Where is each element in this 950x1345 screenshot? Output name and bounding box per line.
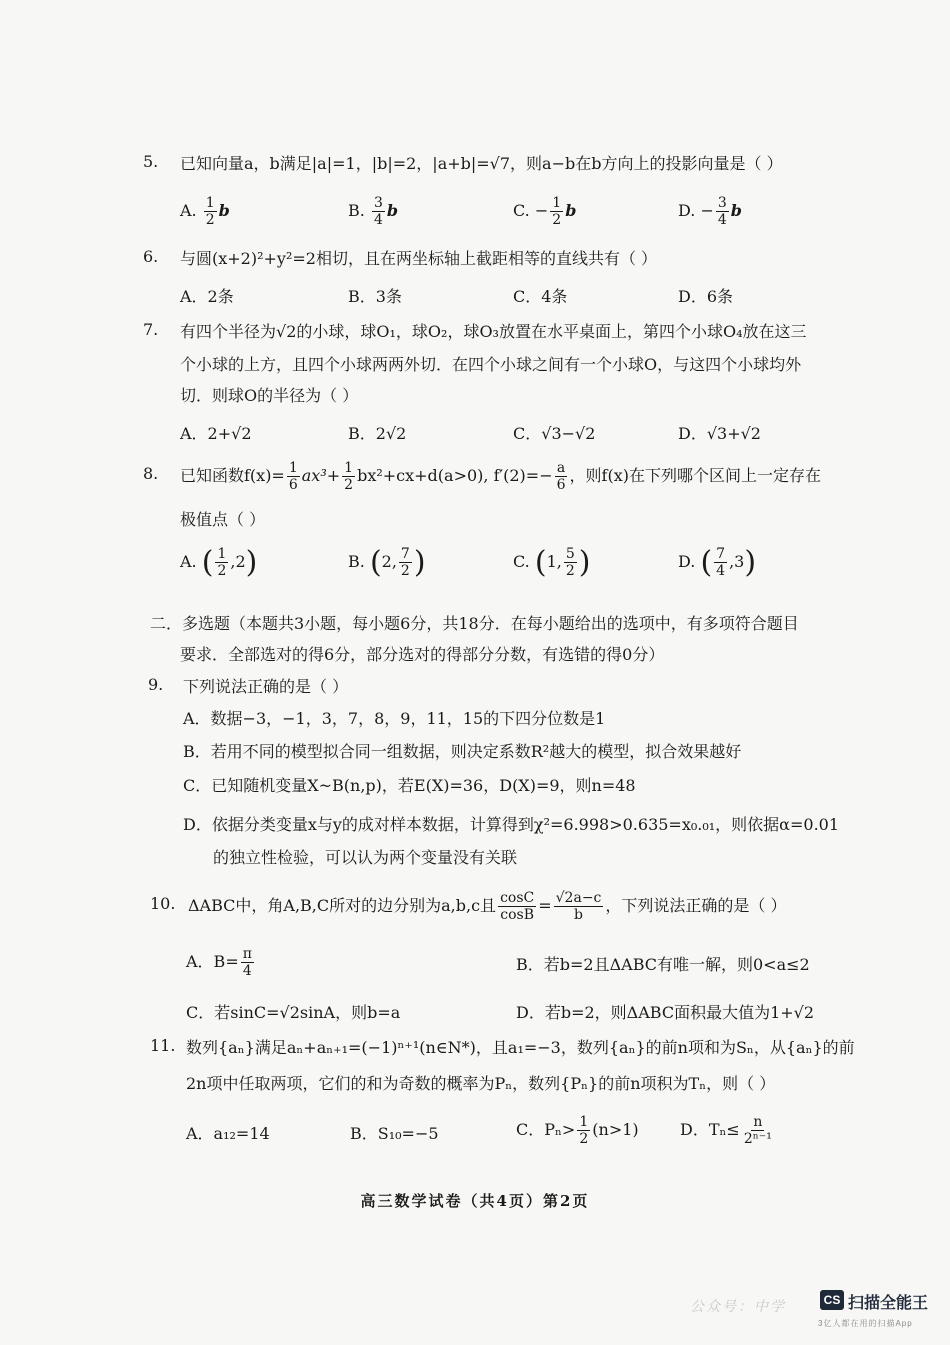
q8-option-d: D. ( $\frac{7}{4}$ ,3) (678, 545, 757, 580)
q5-option-d: D. − $\frac{3}{4}$ b (678, 195, 742, 228)
q8-option-a: A. ( $\frac{1}{2}$ ,2) (180, 545, 258, 580)
q5-number: 5. (143, 152, 159, 171)
q7-option-b: B．2√2 (348, 424, 407, 443)
q8-stem-line2: 极值点（ ） (180, 510, 266, 529)
q7-stem-line1: 有四个半径为√2的小球，球O₁，球O₂，球O₃放置在水平桌面上，第四个小球O₄放在这三 (180, 322, 807, 341)
watermark-text: 公众号：中学 (690, 1299, 786, 1315)
q10-option-c: C．若sinC=√2sinA，则b=a (186, 1003, 401, 1022)
q9-option-d-cont: 的独立性检验，可以认为两个变量没有关联 (213, 848, 518, 867)
section2-heading-line2: 要求．全部选对的得6分，部分选对的得部分分数，有选错的得0分） (180, 645, 665, 664)
q6-stem: 与圆(x+2)²+y²=2相切，且在两坐标轴上截距相等的直线共有（ ） (180, 249, 658, 268)
q11-option-a: A．a₁₂=14 (186, 1124, 270, 1143)
section2-heading-line1: 二．多选题（本题共3小题，每小题6分，共18分．在每小题给出的选项中，有多项符合题目 (150, 614, 799, 633)
q9-stem: 下列说法正确的是（ ） (183, 677, 349, 696)
q9-option-c: C．已知随机变量X~B(n,p)，若E(X)=36，D(X)=9，则n=48 (183, 776, 636, 795)
q7-number: 7. (143, 320, 159, 339)
q6-number: 6. (143, 247, 159, 266)
q10-option-b: B．若b=2且ΔABC有唯一解，则0<a≤2 (516, 955, 810, 974)
q11-stem-line1: 数列{aₙ}满足aₙ+aₙ₊₁=(−1)ⁿ⁺¹(n∈N*)，且a₁=−3，数列{aₙ}的前n项和为Sₙ，从{aₙ}的前 (186, 1038, 855, 1057)
q11-option-d: D．Tₙ≤ $\frac{n}{\text{2ⁿ⁻¹}}$ (680, 1114, 772, 1147)
q8-option-c: C. (1, $\frac{5}{2}$ ) (513, 545, 591, 580)
q7-option-d: D．√3+√2 (678, 424, 761, 443)
q11-stem-line2: 2n项中任取两项，它们的和为奇数的概率为Pₙ，数列{Pₙ}的前n项积为Tₙ，则（ ） (186, 1074, 776, 1093)
camscanner-name: 扫描全能王 (848, 1295, 929, 1312)
q6-option-b: B．3条 (348, 287, 402, 306)
q5-option-c: C. − $\frac{1}{2}$ b (513, 195, 577, 228)
q5-option-a: A. $\frac{1}{2}$ b (180, 195, 230, 228)
q8-stem: 已知函数f(x)= $\frac{1}{6}$ ax³+ $\frac{1}{2}$ bx²+cx+d(a>0), f′(2)=− $\frac{a}{6}$ ，则f(x)在下列哪个区间上一定存在 (180, 460, 821, 493)
q7-option-a: A．2+√2 (180, 424, 252, 443)
q7-stem-line3: 切．则球O的半径为（ ） (180, 386, 359, 405)
camscanner-tagline: 3亿人都在用的扫描App (818, 1319, 913, 1328)
q9-number: 9. (148, 675, 164, 694)
q7-option-c: C．√3−√2 (513, 424, 596, 443)
q8-option-b: B. (2, $\frac{7}{2}$ ) (348, 545, 426, 580)
q11-number: 11. (150, 1036, 176, 1055)
q10-option-a: A．B= $\frac{\pi}{4}$ (186, 946, 252, 979)
q5-option-b: B. $\frac{3}{4}$ b (348, 195, 399, 228)
camscanner-logo-icon: CS (820, 1290, 844, 1310)
q10-number: 10. (150, 894, 176, 913)
q5-stem: 已知向量a，b满足|a|=1，|b|=2，|a+b|=√7，则a−b在b方向上的投影向量是（ ） (180, 154, 783, 173)
q10-stem: ΔABC中，角A,B,C所对的边分别为a,b,c且 $\frac{\cos C}{\cos B}$ = $\frac{√2a-c}{b}$ ，下列说法正确的是（ ） (188, 890, 787, 923)
q11-option-b: B．S₁₀=−5 (350, 1124, 439, 1143)
q6-option-c: C．4条 (513, 287, 568, 306)
q9-option-a: A．数据−3，−1，3，7，8，9，11，15的下四分位数是1 (183, 709, 606, 728)
page-footer: 高三数学试卷（共4页）第2页 (360, 1192, 590, 1210)
q5-option-a-label: A. (180, 201, 197, 220)
q8-number: 8. (143, 464, 159, 483)
q11-option-c: C．Pₙ> $\frac{1}{2}$ (n>1) (516, 1114, 639, 1147)
q9-option-d: D．依据分类变量x与y的成对样本数据，计算得到χ²=6.998>0.635=x₀.₀₁，则依据α=0.01 (183, 815, 840, 834)
q6-option-d: D．6条 (678, 287, 734, 306)
q9-option-b: B．若用不同的模型拟合同一组数据，则决定系数R²越大的模型，拟合效果越好 (183, 742, 742, 761)
q10-option-d: D．若b=2，则ΔABC面积最大值为1+√2 (516, 1003, 815, 1022)
q7-stem-line2: 个小球的上方，且四个小球两两外切．在四个小球之间有一个小球O，与这四个小球均外 (180, 355, 802, 374)
q6-option-a: A．2条 (180, 287, 234, 306)
